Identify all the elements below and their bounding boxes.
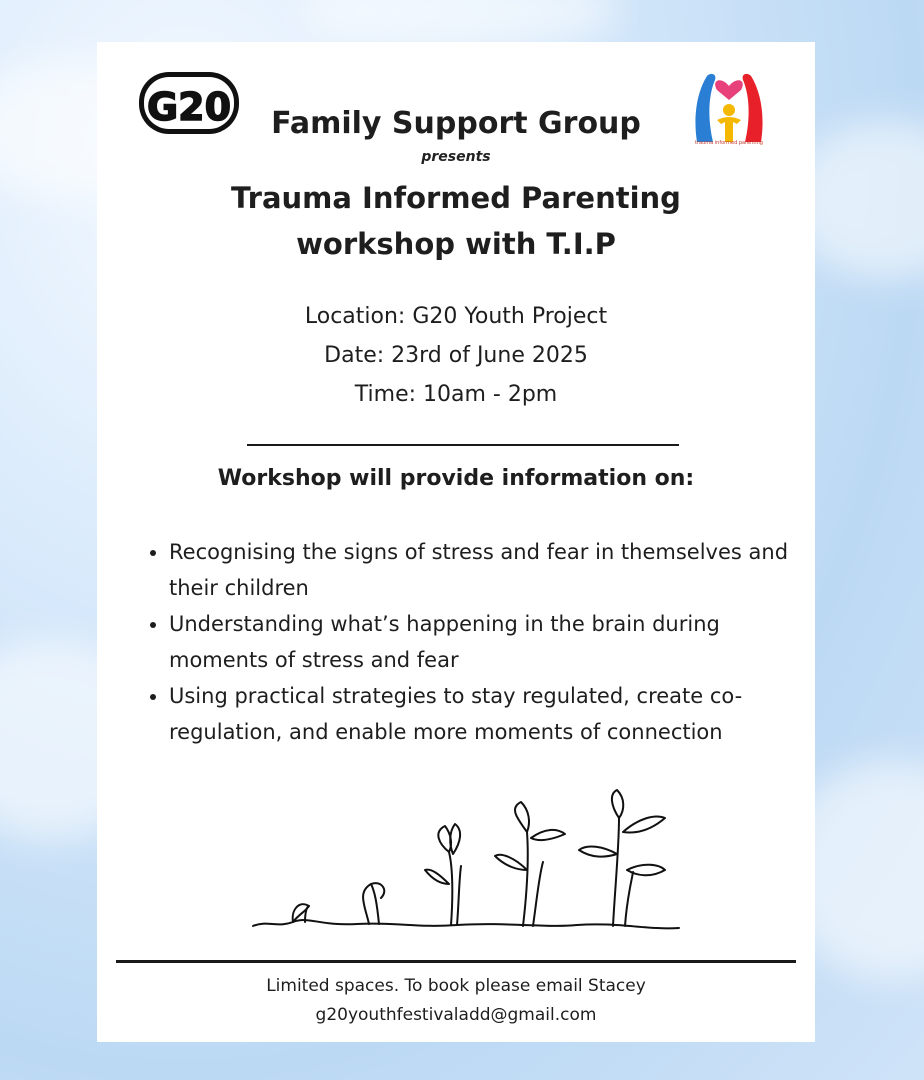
booking-text: Limited spaces. To book please email Stacey: [266, 976, 646, 996]
footer-divider: [116, 960, 796, 963]
growing-seedlings-icon: [247, 788, 687, 940]
workshop-topics-list: [143, 534, 819, 750]
date-text: Date: 23rd of June 2025: [324, 343, 588, 368]
workshop-heading: Workshop will provide information on:: [217, 466, 695, 491]
presents-label: presents: [421, 149, 491, 165]
list-item: • Understanding what’s happening in the brain during moments of stress and fear: [169, 606, 819, 678]
g20-logo-text: G20: [146, 85, 232, 129]
event-details: [97, 297, 815, 414]
time-text: Time: 10am - 2pm: [354, 382, 558, 407]
right-logo-caption: trauma informed parenting: [695, 140, 763, 146]
list-item: • Recognising the signs of stress and fear in themselves and their children: [169, 534, 819, 606]
flyer-card: [97, 42, 815, 1042]
booking-email[interactable]: g20youthfestivaladd@gmail.com: [315, 1005, 597, 1025]
org-name: Family Support Group: [271, 106, 641, 141]
location-text: Location: G20 Youth Project: [304, 304, 608, 329]
workshop-title-line1: Trauma Informed Parenting: [231, 181, 681, 215]
booking-info: [97, 972, 815, 1030]
workshop-title-line2: workshop with T.I.P: [296, 227, 616, 261]
list-item: • Using practical strategies to stay regulated, create co-regulation, and enable more moments of connection: [169, 678, 819, 750]
workshop-title: [97, 175, 815, 267]
section-divider: [247, 444, 679, 446]
